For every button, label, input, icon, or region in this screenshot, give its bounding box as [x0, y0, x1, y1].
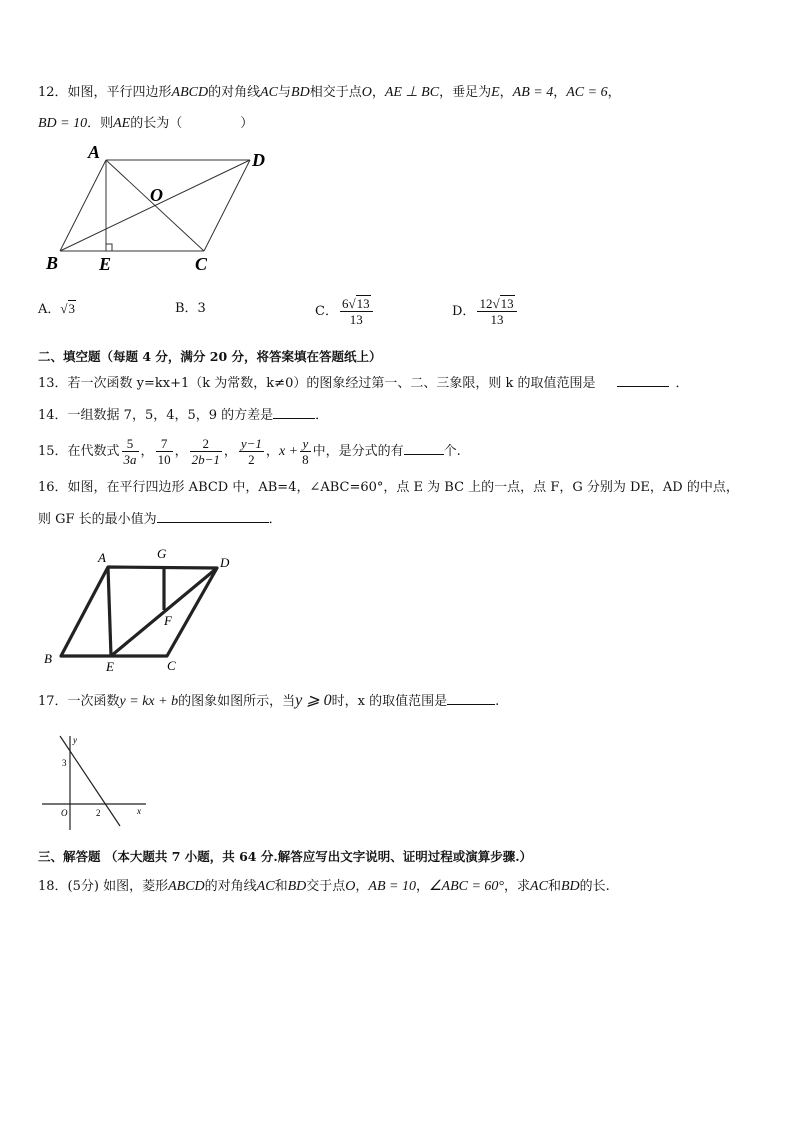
coef: 12: [479, 296, 493, 311]
q13: [38, 374, 689, 393]
q15: [38, 434, 461, 470]
y-axis-label: y: [73, 735, 77, 745]
fraction-2-2b-1: [190, 436, 222, 467]
q18: [38, 878, 610, 896]
q12-abcd: ABCD: [171, 85, 209, 100]
q18-text: ，: [415, 879, 429, 894]
q18-o: O: [345, 879, 356, 894]
q12-ac-eq: AC = 6: [566, 85, 608, 100]
q15-end: 个.: [443, 444, 461, 459]
denominator: 8: [302, 452, 309, 467]
q14: [38, 406, 328, 425]
q17-text: 时，x 的取值范围是: [331, 694, 448, 709]
coef: 6: [341, 296, 349, 311]
q12-text: 12．如图，平行四边形: [38, 85, 172, 100]
denominator: 2b−1: [191, 452, 220, 467]
option-b: [175, 300, 206, 318]
q18-text: ，求: [504, 879, 531, 894]
separator: ，: [174, 444, 188, 459]
q14-text: 14．一组数据 7，5，4，5，9 的方差是: [38, 408, 274, 423]
q12-figure: [40, 138, 280, 278]
denominator: 2: [248, 452, 255, 467]
q12-text: ，垂足为: [439, 85, 492, 100]
numerator: 2: [190, 436, 222, 452]
q17-answer-blank[interactable]: [447, 692, 495, 705]
origin-label: O: [61, 808, 68, 818]
q16-answer-blank[interactable]: [157, 510, 269, 523]
q12-ab-eq: AB = 4: [512, 85, 554, 100]
q12-text: 的对角线: [208, 85, 261, 100]
sqrt-3: √3: [60, 301, 76, 316]
numerator: y: [300, 436, 311, 452]
q18-text: 交于点: [306, 879, 346, 894]
y-intercept-label: 3: [62, 758, 67, 768]
option-c: [315, 296, 375, 327]
q18-bd: BD: [560, 879, 580, 894]
side-ab: [60, 160, 106, 251]
q17-graph: [38, 730, 158, 836]
q14-end: ．: [315, 408, 329, 423]
fraction-5-3a: [122, 436, 139, 467]
q12-line1: [38, 84, 621, 102]
q12-bd-eq: BD = 10: [38, 116, 88, 131]
option-a: [38, 300, 76, 319]
q12-text: 相交于点: [309, 85, 362, 100]
label-c: C: [195, 254, 208, 274]
q17-end: .: [495, 694, 500, 709]
q18-text: ，: [355, 879, 369, 894]
label-f: F: [164, 613, 172, 628]
q12-text: 的长为（: [130, 116, 183, 131]
side-dc: [204, 160, 250, 251]
label-o: O: [150, 185, 163, 205]
x-plus: x +: [278, 444, 299, 459]
x-axis-label: x: [137, 806, 141, 816]
q17: [38, 692, 499, 711]
label-d: D: [252, 150, 265, 170]
q16-line2: [38, 510, 282, 529]
segment-ae: [108, 567, 111, 656]
radicand: 3: [68, 301, 76, 316]
option-d: [452, 296, 519, 327]
option-b-label: B．3: [175, 301, 206, 316]
fraction-y-1-2: [239, 436, 264, 467]
q17-text: 的图象如图所示，当: [178, 694, 296, 709]
option-c-fraction: $\frac{6√13}{13}$: [340, 296, 373, 327]
label-e: E: [106, 659, 114, 674]
denominator: 10: [157, 452, 171, 467]
q18-text: 18．(5分) 如图，菱形: [38, 879, 169, 894]
denominator: 13: [490, 312, 504, 327]
radicand: 13: [356, 296, 370, 311]
q18-bd: BD: [287, 879, 307, 894]
q14-answer-blank[interactable]: [273, 406, 315, 419]
option-d-fraction: $\frac{12√13}{13}$: [477, 296, 516, 327]
q16-line1: 16．如图，在平行四边形 ABCD 中，AB=4，∠ABC=60°，点 E 为 BC 上的一点，点 F，G 分别为 DE，AD 的中点，: [38, 480, 739, 495]
q12-text: ，: [499, 85, 513, 100]
q18-text: 的对角线: [204, 879, 257, 894]
q17-text: 17．一次函数: [38, 694, 120, 709]
q18-ab-eq: AB = 10: [368, 879, 416, 894]
q12-line2: [38, 115, 253, 133]
q18-ac: AC: [256, 879, 275, 894]
fraction-y-8: [300, 436, 311, 467]
q12-ae-perp-bc: AE ⊥ BC: [384, 85, 440, 100]
numerator: 5: [122, 436, 139, 452]
q18-text: 和: [274, 879, 288, 894]
q18-text: 的长.: [579, 879, 610, 894]
separator: ，: [223, 444, 237, 459]
diagonal-bd: [60, 160, 250, 251]
q12-ae: AE: [113, 116, 131, 131]
q12-text: ，: [371, 85, 385, 100]
numerator: y−1: [240, 436, 262, 451]
denominator: 3a: [123, 452, 137, 467]
label-b: B: [44, 651, 52, 666]
parallelogram-abcd: [61, 567, 217, 656]
q12-text: ．则: [87, 116, 114, 131]
q18-ac: AC: [530, 879, 548, 894]
q18-text: 和: [547, 879, 561, 894]
q17-condition: y ⩾ 0: [295, 692, 332, 709]
q16-text: 则 GF 长的最小值为: [38, 512, 157, 527]
right-angle-mark: [106, 244, 112, 251]
label-e: E: [99, 254, 112, 274]
numerator: 7: [156, 436, 173, 452]
label-a: A: [88, 142, 101, 162]
fraction-7-10: [156, 436, 173, 467]
q15-text: 中，是分式的有: [312, 444, 404, 459]
section-2-heading: 二、填空题（每题 4 分，满分 20 分，将答案填在答题纸上）: [38, 349, 382, 364]
x-intercept-label: 2: [96, 808, 101, 818]
label-d: D: [220, 555, 230, 570]
label-a: A: [98, 550, 106, 565]
q13-text: 13．若一次函数 y=kx+1（k 为常数，k≠0）的图象经过第一、二、三象限，则 k 的取值范围是: [38, 376, 596, 391]
denominator: 13: [349, 312, 363, 327]
q15-text: 15．在代数式: [38, 444, 120, 459]
q13-end: ．: [675, 376, 689, 391]
q18-abcd: ABCD: [168, 879, 205, 894]
section-3-heading: 三、解答题 （本大题共 7 小题，共 64 分.解答应写出文字说明、证明过程或演算步骤.）: [38, 849, 533, 864]
separator: ，: [265, 444, 279, 459]
q15-answer-blank[interactable]: [404, 442, 444, 455]
q12-bd: BD: [291, 85, 310, 100]
radicand: 13: [500, 296, 514, 311]
label-b: B: [46, 253, 59, 273]
option-d-label: D．: [452, 304, 476, 319]
q16-end: ．: [268, 512, 282, 527]
q13-answer-blank[interactable]: [617, 374, 669, 387]
separator: ，: [140, 444, 154, 459]
q18-angle: ∠ABC = 60°: [428, 879, 505, 894]
label-c: C: [167, 658, 176, 673]
option-a-label: A．: [38, 302, 61, 317]
q12-text: ）: [240, 116, 254, 131]
q12-ac: AC: [260, 85, 279, 100]
q12-e: E: [491, 85, 500, 100]
q12-text: 与: [278, 85, 292, 100]
q12-o: O: [361, 85, 372, 100]
q12-text: ，: [607, 85, 621, 100]
q17-function: y = kx + b: [119, 694, 179, 709]
label-g: G: [157, 546, 167, 561]
q12-text: ，: [553, 85, 567, 100]
option-c-label: C．: [315, 304, 338, 319]
function-line: [60, 736, 120, 826]
q16-figure: [40, 540, 250, 675]
